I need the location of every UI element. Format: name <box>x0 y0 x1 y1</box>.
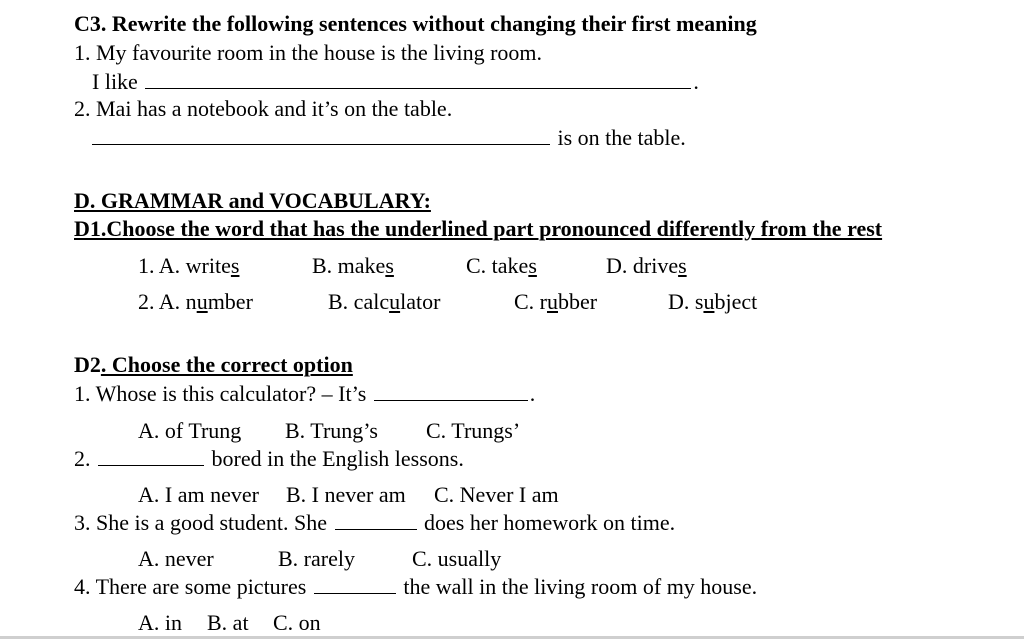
d1-q1-option-d[interactable] <box>606 255 687 277</box>
section-d2-title-prefix: D2 <box>74 352 101 377</box>
option-text-rest: bber <box>558 289 598 314</box>
option-text: C. r <box>514 289 547 314</box>
option-text-rest: bject <box>714 289 758 314</box>
d2-question-1-end: . <box>529 381 536 406</box>
option-text-rest: lator <box>400 289 441 314</box>
d1-q1-option-a[interactable] <box>138 255 239 277</box>
d2-question-3 <box>74 511 675 534</box>
d2-question-3-text: 3. She is a good student. She <box>74 510 327 535</box>
c3-question-1-blank[interactable] <box>145 70 691 89</box>
d2-question-1 <box>74 382 535 405</box>
d2-q3-option-a[interactable]: A. never <box>138 546 214 571</box>
c3-question-2-blank[interactable] <box>92 126 550 145</box>
c3-question-1-lead: I like <box>92 69 138 94</box>
section-d2-title-rest: . Choose the correct option <box>100 352 353 377</box>
section-d1-title: D1.Choose the word that has the underlined part pronounced differently from the rest <box>74 216 883 241</box>
option-text: 2. A. n <box>138 289 197 314</box>
d2-question-1-text: 1. Whose is this calculator? – It’s <box>74 381 367 406</box>
option-text: B. make <box>312 253 386 278</box>
d2-q1-option-b[interactable]: B. Trung’s <box>285 418 378 443</box>
d1-q1-option-b[interactable] <box>312 255 394 277</box>
section-d-title: D. GRAMMAR and VOCABULARY: <box>74 188 431 213</box>
option-text-rest: mber <box>207 289 253 314</box>
d2-question-4-text: 4. There are some pictures <box>74 574 307 599</box>
section-d2-title <box>74 354 353 376</box>
d2-q1-option-c[interactable]: C. Trungs’ <box>426 418 521 443</box>
underlined-part: u <box>703 289 715 314</box>
option-text: 1. A. write <box>138 253 231 278</box>
d2-q4-option-c[interactable]: C. on <box>273 610 321 635</box>
c3-question-1-answer-line <box>92 70 699 93</box>
d2-q1-option-a[interactable]: A. of Trung <box>138 418 242 443</box>
c3-question-1: 1. My favourite room in the house is the living room. <box>74 40 543 65</box>
d1-q2-option-c[interactable] <box>514 291 597 313</box>
d2-question-2-blank[interactable] <box>98 447 204 466</box>
section-c3-title: C3. Rewrite the following sentences without changing their first meaning <box>74 11 757 36</box>
d2-question-4 <box>74 575 757 598</box>
d2-question-3-blank[interactable] <box>335 511 417 530</box>
d2-question-1-blank[interactable] <box>374 382 528 401</box>
d1-q2-option-d[interactable] <box>668 291 757 313</box>
d2-question-3-tail: does her homework on time. <box>424 510 676 535</box>
option-text: C. take <box>466 253 529 278</box>
underlined-part: s <box>230 253 240 278</box>
d2-question-2-text: bored in the English lessons. <box>211 446 464 471</box>
c3-question-2-tail: is on the table. <box>557 125 686 150</box>
underlined-part: s <box>528 253 537 278</box>
d1-q2-option-a[interactable] <box>138 291 253 313</box>
underlined-part: s <box>385 253 394 278</box>
d1-q1-option-c[interactable] <box>466 255 537 277</box>
d2-q2-option-b[interactable]: B. I never am <box>286 482 406 507</box>
option-text: D. s <box>668 289 704 314</box>
d2-question-4-tail: the wall in the living room of my house. <box>403 574 758 599</box>
underlined-part: u <box>196 289 208 314</box>
d2-q2-option-a[interactable]: A. I am never <box>138 482 259 507</box>
d2-q3-option-c[interactable]: C. usually <box>412 546 502 571</box>
c3-question-2: 2. Mai has a notebook and it’s on the table. <box>74 96 453 121</box>
option-text: D. drive <box>606 253 679 278</box>
d2-question-2 <box>74 447 464 470</box>
d2-question-4-blank[interactable] <box>314 575 396 594</box>
underlined-part: s <box>678 253 687 278</box>
d2-q4-option-b[interactable]: B. at <box>207 610 249 635</box>
option-text: B. calc <box>328 289 390 314</box>
d2-q2-option-c[interactable]: C. Never I am <box>434 482 559 507</box>
d2-question-2-number: 2. <box>74 446 91 471</box>
d2-q3-option-b[interactable]: B. rarely <box>278 546 355 571</box>
underlined-part: u <box>547 289 558 314</box>
c3-question-1-end: . <box>693 69 699 94</box>
underlined-part: u <box>389 289 401 314</box>
d1-q2-option-b[interactable] <box>328 291 440 313</box>
d2-q4-option-a[interactable]: A. in <box>138 610 182 635</box>
c3-question-2-answer-line <box>92 126 686 149</box>
